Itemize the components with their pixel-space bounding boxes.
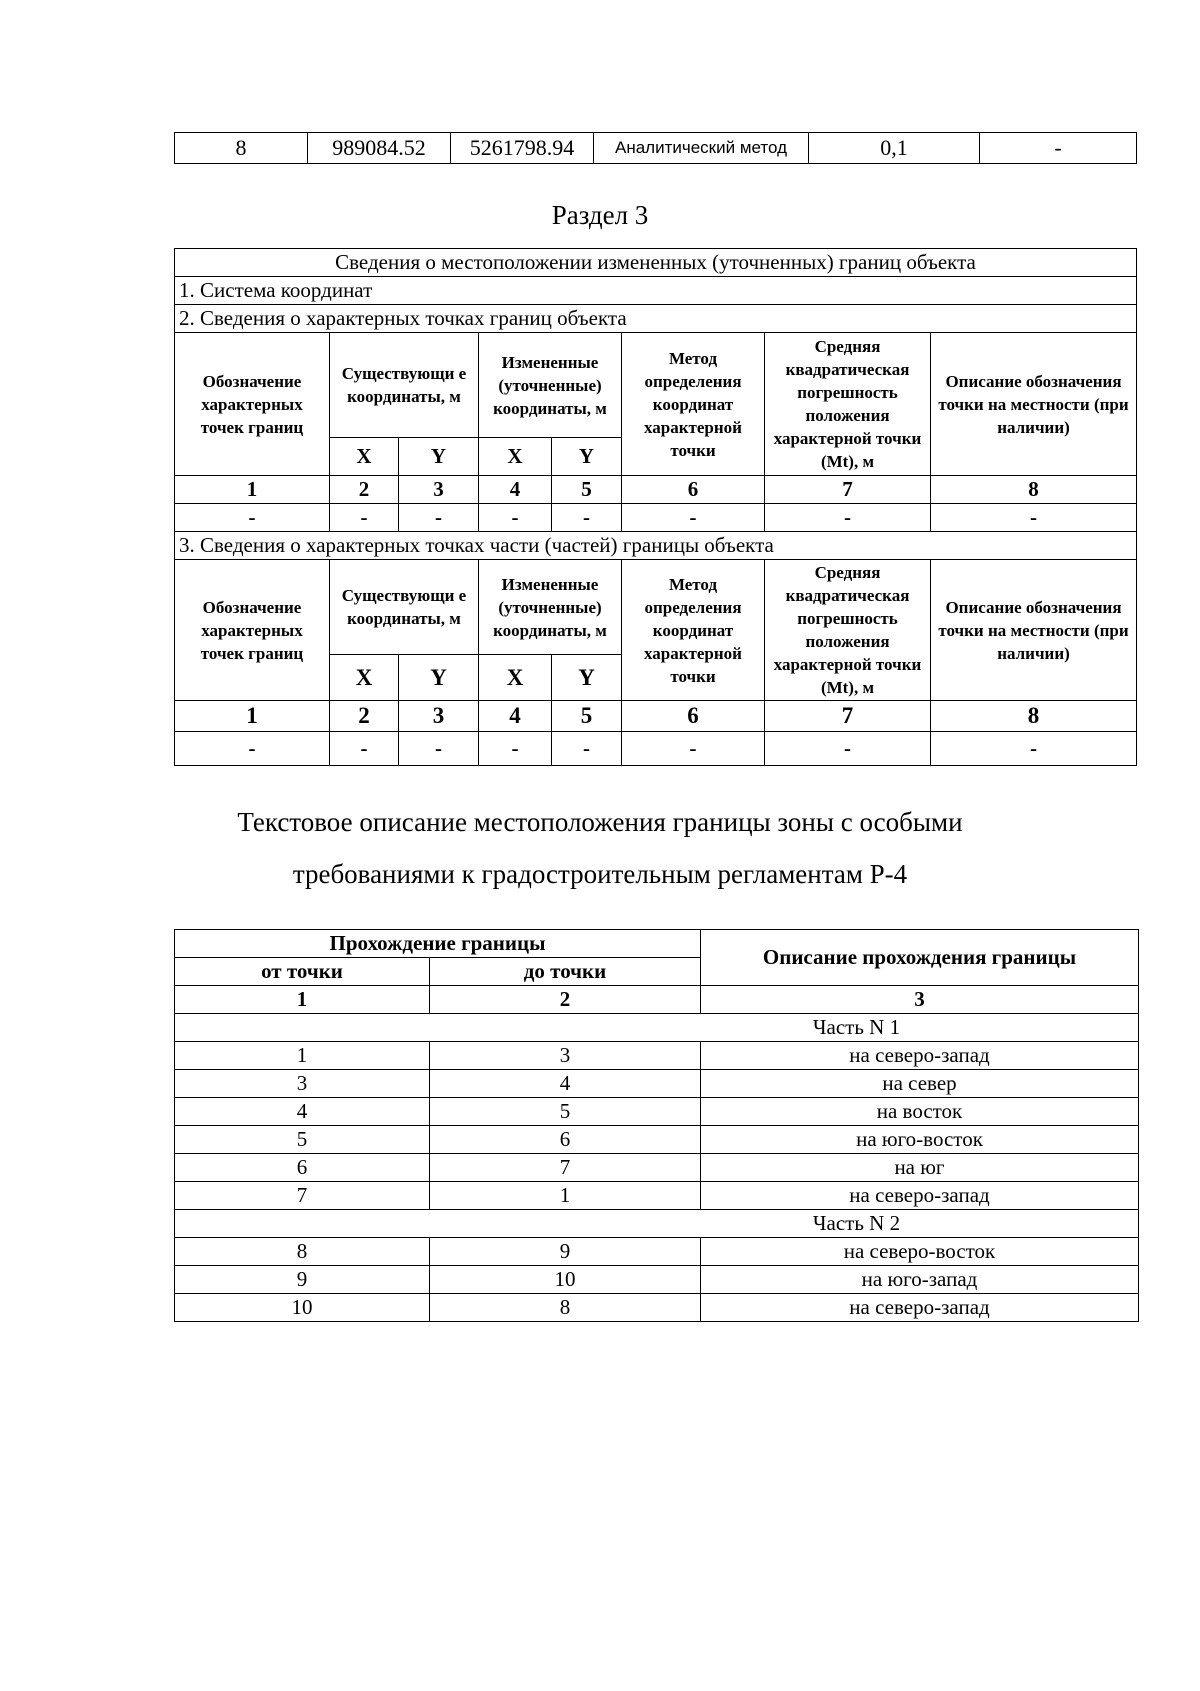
empty-cell: - (330, 732, 399, 766)
empty-cell: - (765, 504, 931, 532)
empty-cell: - (552, 504, 622, 532)
column-number-row (175, 476, 1137, 504)
empty-cell: - (399, 732, 479, 766)
desc-header: Описание прохождения границы (701, 930, 1139, 986)
method-header: Метод определения координат характерной точки (622, 333, 765, 476)
part2-title: 2. Сведения о характерных точках границ объекта (175, 305, 1137, 333)
part2-label: Часть N 2 (175, 1210, 1139, 1238)
coord-system-label: 1. Система координат (175, 277, 1137, 305)
part1-label: Часть N 1 (175, 1014, 1139, 1042)
from-header: от точки (175, 958, 430, 986)
continuation-table (174, 132, 1137, 164)
table-row (175, 1266, 1139, 1294)
pass-header: Прохождение границы (175, 930, 701, 958)
x-header: X (479, 655, 552, 701)
column-number: 5 (552, 701, 622, 732)
from-cell: 5 (175, 1126, 430, 1154)
table-row (175, 1042, 1139, 1070)
section-title: Раздел 3 (551, 200, 649, 230)
desc-cell: на юго-восток (701, 1126, 1139, 1154)
method-cell: Аналитический метод (594, 133, 809, 164)
empty-cell: - (622, 732, 765, 766)
to-cell: 8 (430, 1294, 701, 1322)
table-row (175, 532, 1137, 560)
empty-cell: - (931, 732, 1137, 766)
from-cell: 7 (175, 1182, 430, 1210)
section-heading: Сведения о местоположении измененных (уточненных) границ объекта (175, 249, 1137, 277)
description-title-line1: Текстовое описание местоположения границы зоны с особыми (237, 807, 963, 837)
to-cell: 1 (430, 1182, 701, 1210)
table-row (175, 1294, 1139, 1322)
to-header: до точки (430, 958, 701, 986)
empty-cell: - (622, 504, 765, 532)
empty-cell: - (175, 732, 330, 766)
part3-title: 3. Сведения о характерных точках части (частей) границы объекта (175, 532, 1137, 560)
table-row (175, 504, 1137, 532)
table-row (175, 1154, 1139, 1182)
table-row (175, 1070, 1139, 1098)
empty-cell: - (552, 732, 622, 766)
from-cell: 8 (175, 1238, 430, 1266)
column-number: 8 (931, 476, 1137, 504)
column-number: 1 (175, 701, 330, 732)
column-number: 3 (399, 476, 479, 504)
method-header: Метод определения координат характерной точки (622, 560, 765, 701)
desc-cell: на северо-запад (701, 1042, 1139, 1070)
desc-cell: на северо-запад (701, 1182, 1139, 1210)
empty-cell: - (765, 732, 931, 766)
from-cell: 6 (175, 1154, 430, 1182)
y-header: Y (399, 438, 479, 476)
column-number: 3 (701, 986, 1139, 1014)
existing-coords-header: Существующи е координаты, м (330, 560, 479, 655)
part-row (175, 1210, 1139, 1238)
x-cell: 989084.52 (308, 133, 451, 164)
header-row (175, 560, 1137, 655)
column-number: 5 (552, 476, 622, 504)
designation-header: Обозначение характерных точек границ (175, 560, 330, 701)
table-row (175, 1238, 1139, 1266)
empty-cell: - (479, 504, 552, 532)
x-header: X (330, 438, 399, 476)
to-cell: 9 (430, 1238, 701, 1266)
changed-coords-header: Измененные (уточненные) координаты, м (479, 333, 622, 438)
from-cell: 3 (175, 1070, 430, 1098)
x-header: X (330, 655, 399, 701)
empty-cell: - (399, 504, 479, 532)
desc-cell: на северо-запад (701, 1294, 1139, 1322)
header-row (175, 333, 1137, 438)
desc-cell: на север (701, 1070, 1139, 1098)
y-cell: 5261798.94 (451, 133, 594, 164)
desc-cell: на юг (701, 1154, 1139, 1182)
empty-cell: - (479, 732, 552, 766)
description-header: Описание обозначения точки на местности (при наличии) (931, 560, 1137, 701)
y-header: Y (399, 655, 479, 701)
changed-coords-header: Измененные (уточненные) координаты, м (479, 560, 622, 655)
existing-coords-header: Существующи е координаты, м (330, 333, 479, 438)
column-number: 1 (175, 476, 330, 504)
designation-header: Обозначение характерных точек границ (175, 333, 330, 476)
to-cell: 7 (430, 1154, 701, 1182)
table-row (175, 732, 1137, 766)
column-number: 6 (622, 701, 765, 732)
description-cell: - (980, 133, 1137, 164)
y-header: Y (552, 655, 622, 701)
empty-cell: - (175, 504, 330, 532)
description-header: Описание обозначения точки на местности (при наличии) (931, 333, 1137, 476)
from-cell: 10 (175, 1294, 430, 1322)
table-row (175, 1098, 1139, 1126)
column-number: 7 (765, 701, 931, 732)
column-number: 6 (622, 476, 765, 504)
column-number-row (175, 701, 1137, 732)
to-cell: 10 (430, 1266, 701, 1294)
empty-cell: - (931, 504, 1137, 532)
desc-cell: на юго-запад (701, 1266, 1139, 1294)
to-cell: 3 (430, 1042, 701, 1070)
point-cell: 8 (175, 133, 308, 164)
table-row (175, 1182, 1139, 1210)
to-cell: 6 (430, 1126, 701, 1154)
from-cell: 1 (175, 1042, 430, 1070)
header-row (175, 930, 1139, 958)
accuracy-header: Средняя квадратическая погрешность положения характерной точки (Mt), м (765, 333, 931, 476)
part-row (175, 1014, 1139, 1042)
column-number: 2 (330, 476, 399, 504)
description-title-line2: требованиями к градостроительным регламентам Р-4 (292, 859, 908, 889)
accuracy-cell: 0,1 (809, 133, 980, 164)
column-number: 4 (479, 476, 552, 504)
y-header: Y (552, 438, 622, 476)
path-table (174, 929, 1139, 1322)
desc-cell: на северо-восток (701, 1238, 1139, 1266)
column-number-row (175, 986, 1139, 1014)
desc-cell: на восток (701, 1098, 1139, 1126)
column-number: 7 (765, 476, 931, 504)
table-row (175, 277, 1137, 305)
table-row (175, 133, 1137, 164)
x-header: X (479, 438, 552, 476)
column-number: 3 (399, 701, 479, 732)
to-cell: 5 (430, 1098, 701, 1126)
column-number: 4 (479, 701, 552, 732)
section-table (174, 248, 1137, 766)
from-cell: 4 (175, 1098, 430, 1126)
accuracy-header: Средняя квадратическая погрешность положения характерной точки (Mt), м (765, 560, 931, 701)
column-number: 1 (175, 986, 430, 1014)
from-cell: 9 (175, 1266, 430, 1294)
column-number: 2 (430, 986, 701, 1014)
table-row (175, 305, 1137, 333)
empty-cell: - (330, 504, 399, 532)
to-cell: 4 (430, 1070, 701, 1098)
table-row (175, 1126, 1139, 1154)
column-number: 8 (931, 701, 1137, 732)
table-row (175, 249, 1137, 277)
column-number: 2 (330, 701, 399, 732)
